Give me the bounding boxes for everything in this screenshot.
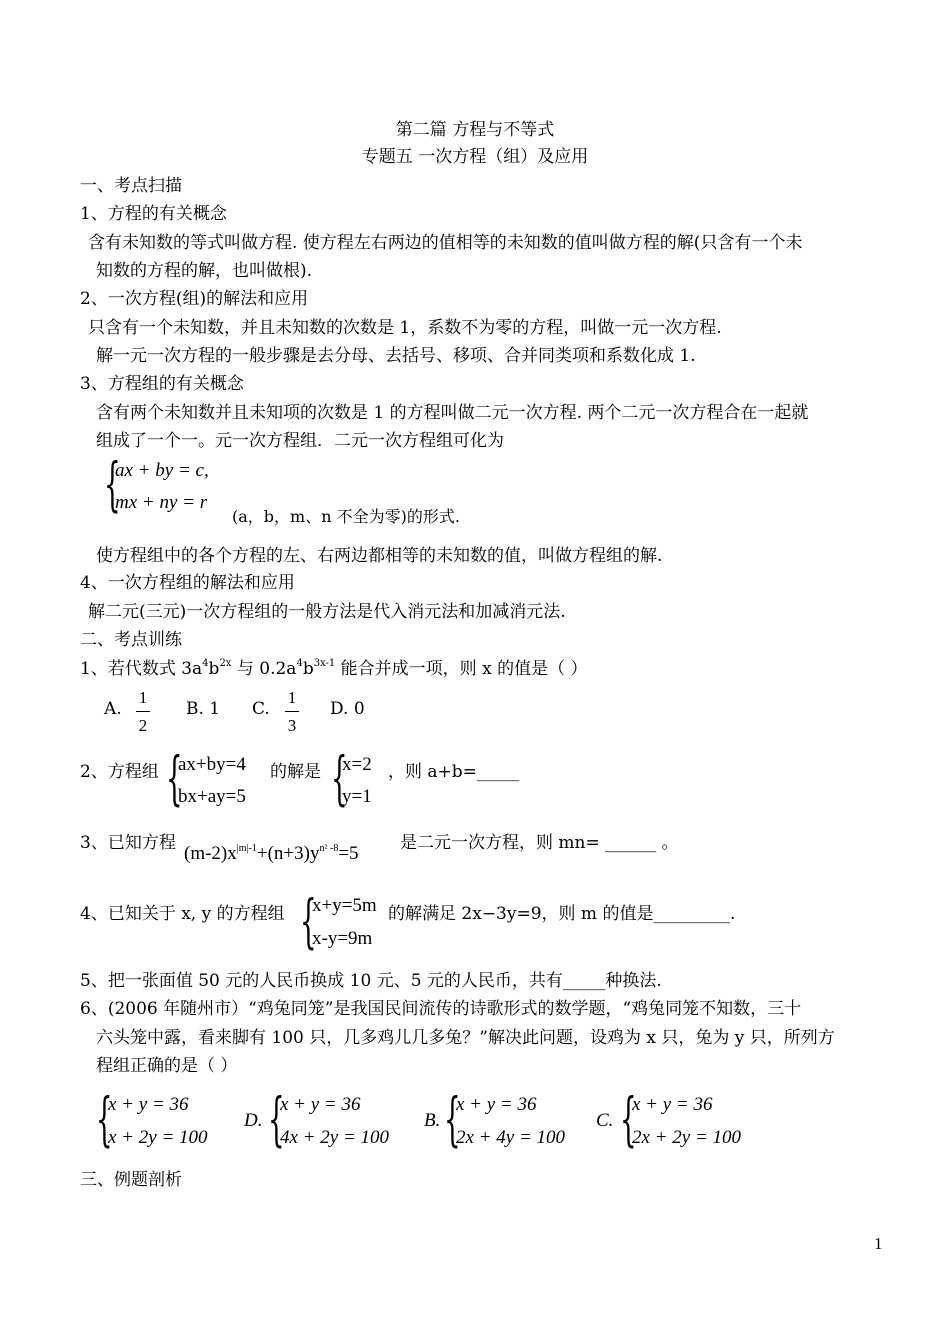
q2-solution-1: x=2 xyxy=(342,754,372,775)
q6-option-c-eq-1: x + y = 36 xyxy=(632,1094,713,1115)
subsection-heading-1-3: 3、方程组的有关概念 xyxy=(80,374,244,394)
question-5: 5、把一张面值 50 元的人民币换成 10 元、5 元的人民币，共有_____种换法. xyxy=(80,971,662,991)
option-c-label: C. xyxy=(252,699,270,719)
q4-equation-1: x+y=5m xyxy=(312,895,377,916)
q3-equation: $(m-2)x^{|m|-1}+(n+3)y^{n^2 -8}=5$ xyxy=(184,843,359,864)
q4-equation-2: x-y=9m xyxy=(312,928,373,949)
q6-option-d-label: D. xyxy=(244,1110,263,1131)
page-title: 第二篇 方程与不等式 xyxy=(395,120,555,140)
q6-option-d-eq-2: 4x + 2y = 100 xyxy=(280,1127,390,1148)
subsection-heading-1-2: 2、一次方程(组)的解法和应用 xyxy=(80,289,309,309)
section-heading-3: 三、例题剖析 xyxy=(80,1170,182,1190)
brace-icon: { xyxy=(300,887,317,955)
brace-icon: { xyxy=(620,1085,637,1153)
paragraph-equation-def-2: 知数的方程的解，也叫做根). xyxy=(96,261,313,281)
question-2-suffix: ，则 a+b=_____ xyxy=(388,762,520,782)
paragraph-solution-def: 使方程组中的各个方程的左、右两边都相等的未知数的值，叫做方程组的解. xyxy=(96,546,663,566)
section-heading-1: 一、考点扫描 xyxy=(80,176,182,196)
option-c-fraction: 1 3 xyxy=(284,688,300,736)
system-equation-1: ax + by = c, xyxy=(115,460,209,481)
brace-icon: { xyxy=(444,1085,461,1153)
brace-icon: { xyxy=(331,744,348,812)
q6-option-b-eq-1: x + y = 36 xyxy=(456,1094,537,1115)
q6-option-1-eq-1: x + y = 36 xyxy=(108,1094,189,1115)
question-3-prefix: 3、已知方程 xyxy=(80,833,176,853)
q6-option-b-eq-2: 2x + 4y = 100 xyxy=(456,1127,566,1148)
question-2-prefix: 2、方程组 xyxy=(80,762,159,782)
system-equation-2: mx + ny = r xyxy=(115,492,208,513)
q6-option-1-eq-2: x + 2y = 100 xyxy=(108,1127,208,1148)
q2-equation-1: ax+by=4 xyxy=(178,754,246,775)
option-a-fraction: 1 2 xyxy=(135,688,151,736)
q2-equation-2: bx+ay=5 xyxy=(178,786,246,807)
brace-icon: { xyxy=(104,450,121,518)
question-6-line-1: 6、(2006 年随州市）“鸡兔同笼”是我国民间流传的诗歌形式的数学题，“鸡兔同笼不知数，三十 xyxy=(80,999,802,1019)
option-a-label: A. xyxy=(104,699,122,719)
question-4-suffix: 的解满足 2x−3y=9，则 m 的值是_________. xyxy=(388,904,736,924)
option-b: B. 1 xyxy=(186,699,221,719)
question-6-line-3: 程组正确的是（ ） xyxy=(96,1056,238,1076)
option-d: D. 0 xyxy=(330,699,365,719)
question-2-mid: 的解是 xyxy=(270,762,321,782)
question-1: 1、若代数式 $3a^4b^{2x}$ 与 $0.2a^4b^{3x-1}$ 能合并成一项，则 x 的值是（ ） xyxy=(80,658,588,679)
question-6-line-2: 六头笼中露，看来脚有 100 只，几多鸡儿几多兔？”解决此问题，设鸡为 x 只，兔为 y 只，所列方 xyxy=(96,1028,835,1048)
page-subtitle: 专题五 一次方程（组）及应用 xyxy=(361,147,589,167)
paragraph-system-def-2: 组成了一个一。元一次方程组．二元一次方程组可化为 xyxy=(96,431,504,451)
q2-solution-2: y=1 xyxy=(342,786,372,807)
q6-option-c-eq-2: 2x + 2y = 100 xyxy=(632,1127,742,1148)
q6-option-d-eq-1: x + y = 36 xyxy=(280,1094,361,1115)
paragraph-system-def-1: 含有两个未知数并且未知项的次数是 1 的方程叫做二元一次方程. 两个二元一次方程合在一起就 xyxy=(96,403,809,423)
paragraph-linear-steps: 解一元一次方程的一般步骤是去分母、去括号、移项、合并同类项和系数化成 1. xyxy=(96,346,696,366)
brace-icon: { xyxy=(96,1085,113,1153)
brace-icon: { xyxy=(268,1085,285,1153)
paragraph-linear-def: 只含有一个未知数，并且未知数的次数是 1，系数不为零的方程，叫做一元一次方程. xyxy=(88,318,722,338)
brace-icon: { xyxy=(166,744,183,812)
paragraph-methods: 解二元(三元)一次方程组的一般方法是代入消元法和加减消元法. xyxy=(88,602,566,622)
section-heading-2: 二、考点训练 xyxy=(80,630,182,650)
q6-option-c-label: C. xyxy=(596,1110,614,1131)
q6-option-b-label: B. xyxy=(424,1110,441,1131)
paragraph-equation-def-1: 含有未知数的等式叫做方程. 使方程左右两边的值相等的未知数的值叫做方程的解(只含有一个未 xyxy=(88,233,803,253)
page-number: 1 xyxy=(874,1234,883,1253)
subsection-heading-1-1: 1、方程的有关概念 xyxy=(80,204,227,224)
question-3-suffix: 是二元一次方程，则 mn= ______ 。 xyxy=(400,833,679,853)
subsection-heading-1-4: 4、一次方程组的解法和应用 xyxy=(80,573,295,593)
question-4-prefix: 4、已知关于 x, y 的方程组 xyxy=(80,904,285,924)
system-note: (a，b，m、n 不全为零)的形式. xyxy=(232,507,460,526)
